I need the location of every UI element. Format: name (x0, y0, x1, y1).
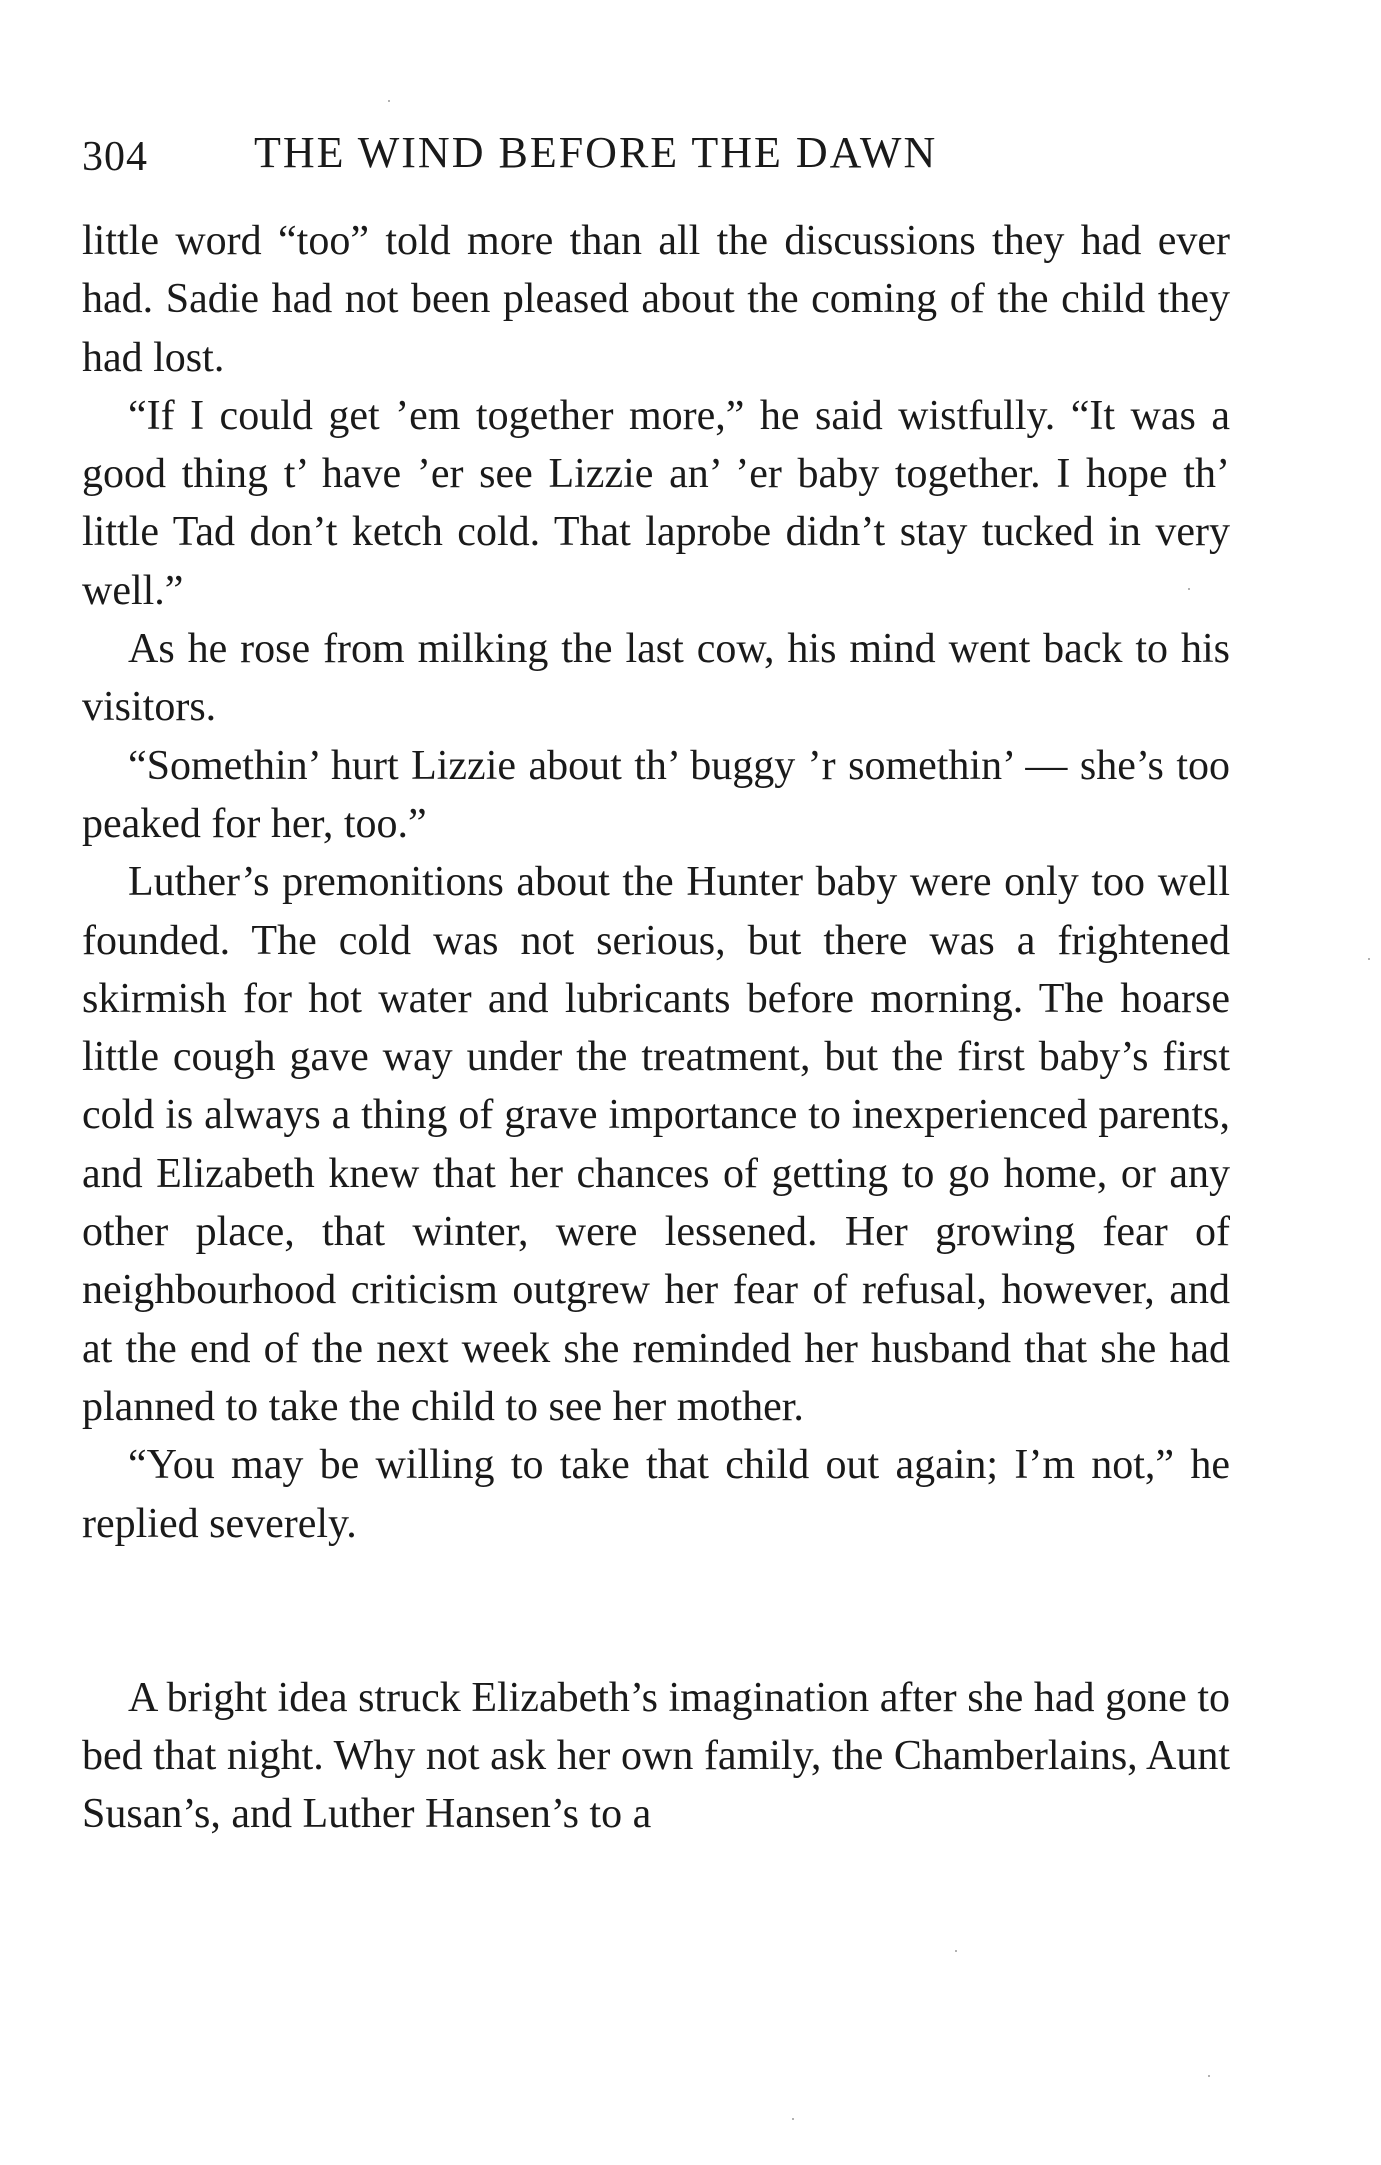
paper-speck (792, 2118, 794, 2120)
paper-speck (1368, 958, 1370, 960)
paragraph-milking: As he rose from milking the last cow, his mind went back to his visitors. (82, 626, 1230, 731)
paragraph-continuation: little word “too” told more than all the discussions they had ever had. Sadie had not been pleased about the coming of the child they had lost. (82, 218, 1230, 381)
body-text (82, 212, 1230, 1844)
paragraph-bright-idea: A bright idea struck Elizabeth’s imagination after she had gone to bed that night. Why not ask her own family, the Chamberlains, Aunt Susan’s, and Luther Hansen’s to a (82, 1674, 1230, 1838)
paper-speck (1188, 588, 1190, 590)
paragraph-lizzie-hurt: “Somethin’ hurt Lizzie about th’ buggy ’r somethin’ — she’s too peaked for her, too.” (82, 742, 1230, 847)
paper-speck (955, 1950, 957, 1952)
paper-speck (388, 100, 390, 102)
paragraph-luther-wistful: “If I could get ’em together more,” he said wistfully. “It was a good thing t’ have ’er see Lizzie an’ ’er baby together. I hope th’ little Tad don’t ketch cold. That laprobe didn’t stay tucked in very well.” (82, 392, 1230, 614)
running-head (82, 128, 1232, 178)
page-number: 304 (82, 134, 148, 180)
paragraph-premonitions: Luther’s premonitions about the Hunter baby were only too well founded. The cold was not serious, but there was a frightened skirmish for hot water and lubricants before morning. The hoarse little cough gave way under the treatment, but the first baby’s first cold is always a thing of grave importance to inexperienced parents, and Elizabeth knew that her chances of getting to go home, or any other place, that winter, were lessened. Her growing fear of neighbourhood criticism outgrew her fear of refusal, however, and at the end of the next week she reminded her husband that she had planned to take the child to see her mother. (82, 859, 1230, 1430)
paragraph-reply: “You may be willing to take that child out again; I’m not,” he replied severely. (82, 1442, 1230, 1547)
running-title: THE WIND BEFORE THE DAWN (254, 128, 938, 177)
paper-speck (1208, 2075, 1210, 2077)
